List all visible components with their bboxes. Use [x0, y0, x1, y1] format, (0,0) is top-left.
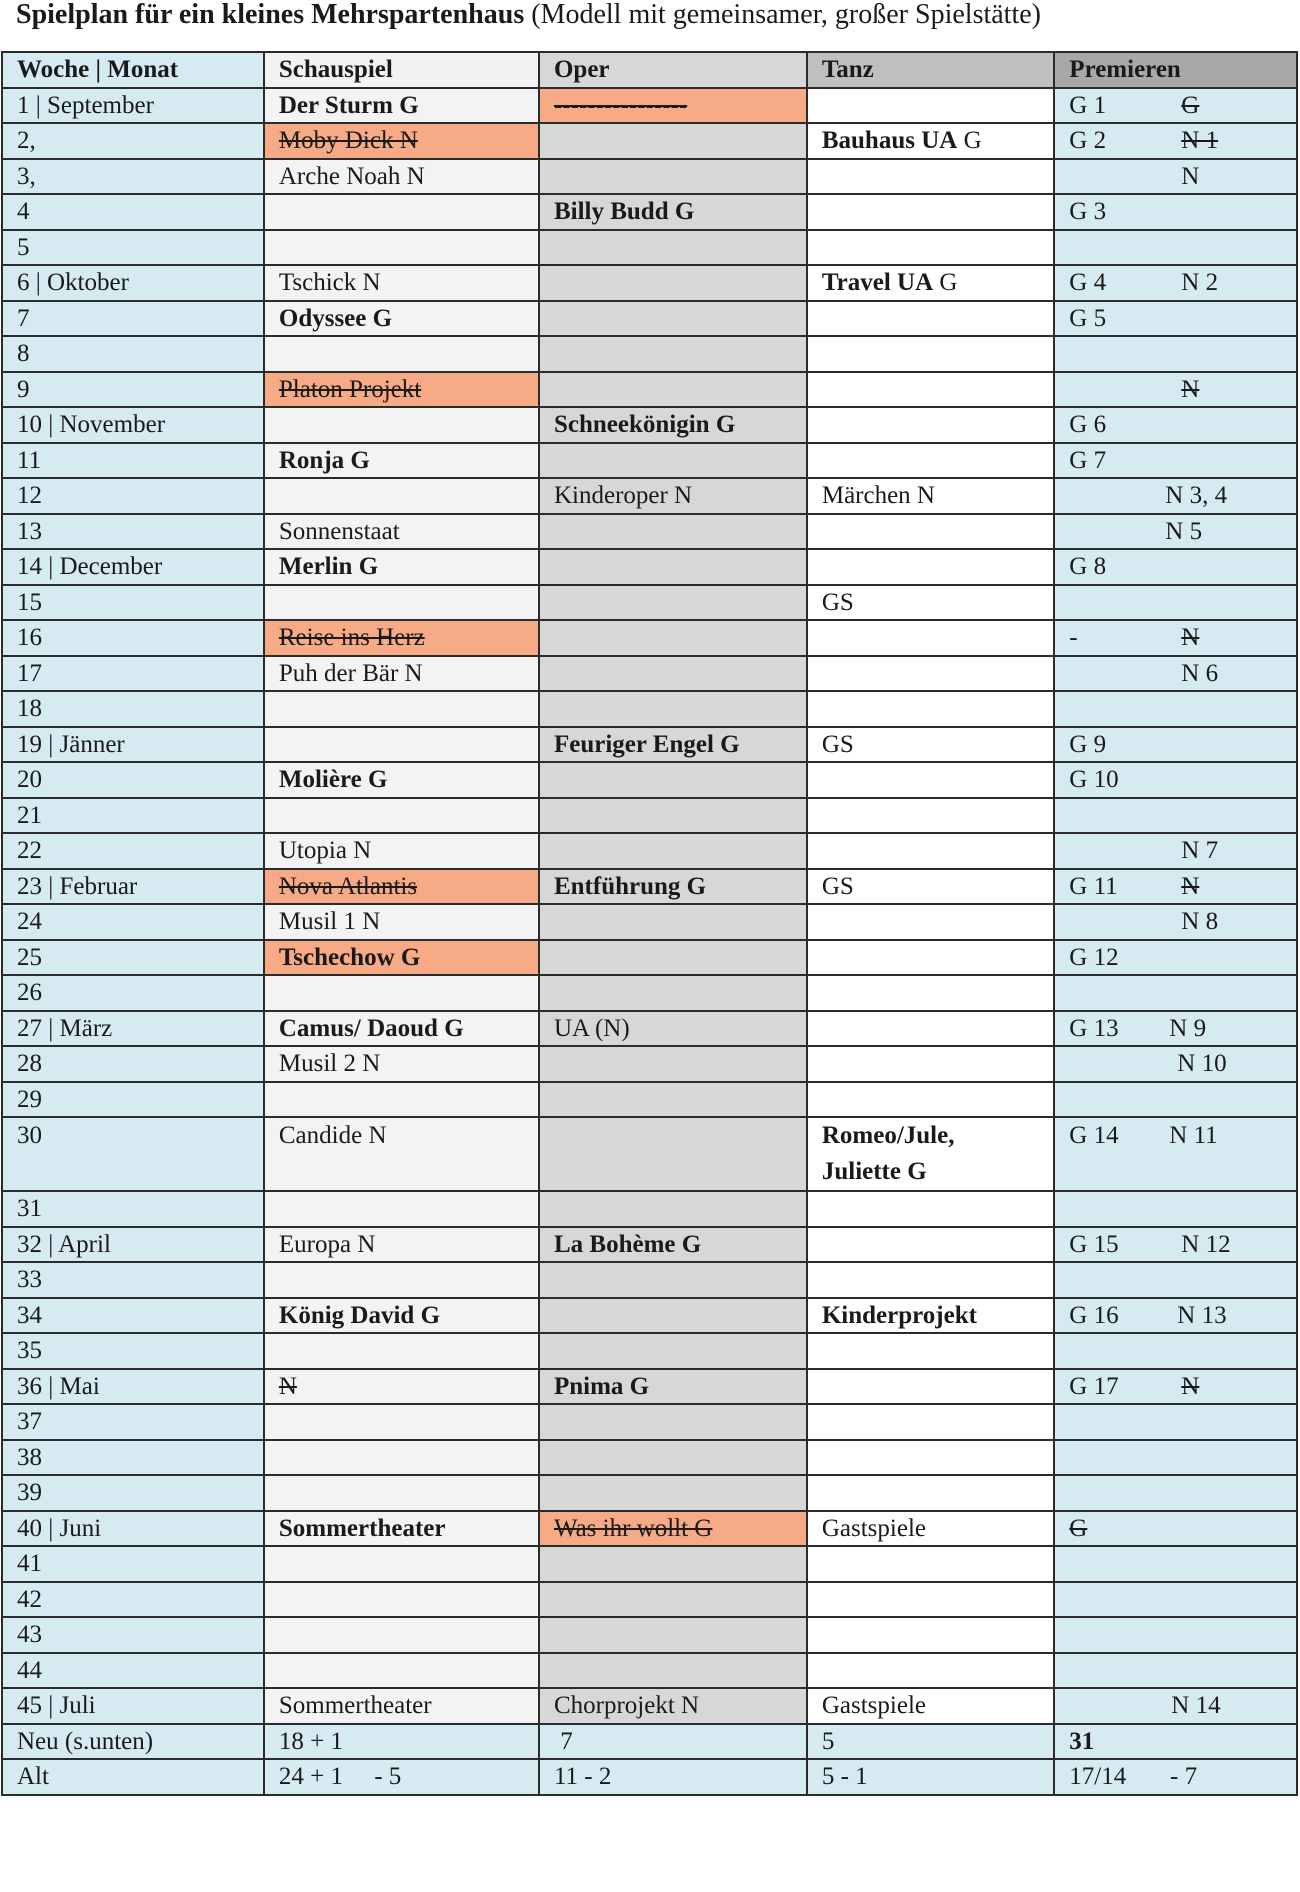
cell-premieren: G 6: [1054, 407, 1297, 443]
cell-tanz: GS: [807, 585, 1054, 621]
cell-schauspiel: Sonnenstaat: [264, 514, 539, 550]
table-row: [2, 88, 1297, 124]
header-premieren: Premieren: [1054, 52, 1297, 88]
table-row: [2, 1333, 1297, 1369]
cell-woche: 37: [2, 1404, 264, 1440]
table-row: [2, 301, 1297, 337]
cell-oper: [539, 1546, 807, 1582]
cell-woche: 17: [2, 656, 264, 692]
cell-premieren: N: [1054, 372, 1297, 408]
table-row: [2, 1227, 1297, 1263]
cell-woche: 39: [2, 1475, 264, 1511]
cell-tanz: [807, 656, 1054, 692]
cell-schauspiel: [264, 691, 539, 727]
cell-premieren: G 15 N 12: [1054, 1227, 1297, 1263]
cell-woche: 25: [2, 940, 264, 976]
cell-woche: 8: [2, 336, 264, 372]
cell-tanz: [807, 1369, 1054, 1405]
header-woche: Woche | Monat: [2, 52, 264, 88]
table-row: [2, 514, 1297, 550]
table-row: [2, 1298, 1297, 1334]
cell-oper: Billy Budd G: [539, 194, 807, 230]
cell-oper: [539, 1298, 807, 1334]
cell-schauspiel: Reise ins Herz: [264, 620, 539, 656]
cell-oper: Schneekönigin G: [539, 407, 807, 443]
cell-woche: 7: [2, 301, 264, 337]
cell-woche: 2,: [2, 123, 264, 159]
table-row: [2, 336, 1297, 372]
cell-oper: [539, 514, 807, 550]
summary-tanz: 5: [807, 1724, 1054, 1760]
table-row: [2, 727, 1297, 763]
cell-schauspiel: [264, 1082, 539, 1118]
cell-oper: [539, 1082, 807, 1118]
cell-tanz: [807, 301, 1054, 337]
cell-oper: [539, 1440, 807, 1476]
cell-premieren: [1054, 1546, 1297, 1582]
cell-schauspiel: Musil 1 N: [264, 904, 539, 940]
cell-tanz: [807, 407, 1054, 443]
cell-tanz: [807, 443, 1054, 479]
cell-oper: [539, 1262, 807, 1298]
cell-schauspiel: N: [264, 1369, 539, 1405]
cell-oper: UA (N): [539, 1011, 807, 1047]
cell-premieren: N 10: [1054, 1046, 1297, 1082]
cell-schauspiel: Nova Atlantis: [264, 869, 539, 905]
cell-premieren: [1054, 1582, 1297, 1618]
cell-woche: 10 | November: [2, 407, 264, 443]
cell-tanz: [807, 1440, 1054, 1476]
cell-tanz: [807, 975, 1054, 1011]
cell-woche: 33: [2, 1262, 264, 1298]
table-row: [2, 869, 1297, 905]
cell-oper: La Bohème G: [539, 1227, 807, 1263]
cell-premieren: [1054, 1082, 1297, 1118]
cell-premieren: G 8: [1054, 549, 1297, 585]
cell-schauspiel: Utopia N: [264, 833, 539, 869]
cell-premieren: N 5: [1054, 514, 1297, 550]
summary-label: Neu (s.unten): [2, 1724, 264, 1760]
summary-premieren: 17/14 - 7: [1054, 1759, 1297, 1795]
table-row: [2, 620, 1297, 656]
cell-oper: ----------------: [539, 88, 807, 124]
summary-tanz: 5 - 1: [807, 1759, 1054, 1795]
cell-schauspiel: [264, 336, 539, 372]
cell-oper: [539, 1191, 807, 1227]
cell-schauspiel: Tschechow G: [264, 940, 539, 976]
cell-schauspiel: [264, 1191, 539, 1227]
cell-schauspiel: Sommertheater: [264, 1511, 539, 1547]
cell-woche: 31: [2, 1191, 264, 1227]
cell-woche: 3,: [2, 159, 264, 195]
cell-premieren: [1054, 585, 1297, 621]
table-row: [2, 1617, 1297, 1653]
cell-tanz: [807, 833, 1054, 869]
summary-schauspiel: 24 + 1 - 5: [264, 1759, 539, 1795]
cell-premieren: N 3, 4: [1054, 478, 1297, 514]
table-row: [2, 443, 1297, 479]
cell-tanz: [807, 762, 1054, 798]
cell-woche: 30: [2, 1117, 264, 1191]
cell-schauspiel: Merlin G: [264, 549, 539, 585]
cell-tanz: [807, 336, 1054, 372]
cell-premieren: G 9: [1054, 727, 1297, 763]
cell-schauspiel: Arche Noah N: [264, 159, 539, 195]
cell-tanz: [807, 1191, 1054, 1227]
cell-woche: 1 | September: [2, 88, 264, 124]
cell-schauspiel: [264, 798, 539, 834]
cell-schauspiel: Europa N: [264, 1227, 539, 1263]
cell-schauspiel: König David G: [264, 1298, 539, 1334]
table-row: [2, 407, 1297, 443]
cell-schauspiel: [264, 407, 539, 443]
cell-premieren: [1054, 691, 1297, 727]
table-row: [2, 798, 1297, 834]
cell-oper: [539, 265, 807, 301]
cell-schauspiel: [264, 478, 539, 514]
table-row: [2, 1191, 1297, 1227]
header-schauspiel: Schauspiel: [264, 52, 539, 88]
cell-tanz: Romeo/Jule, Juliette G: [807, 1117, 1054, 1191]
cell-woche: 43: [2, 1617, 264, 1653]
cell-tanz: Gastspiele: [807, 1688, 1054, 1724]
cell-premieren: [1054, 1475, 1297, 1511]
cell-premieren: G 1 G: [1054, 88, 1297, 124]
header-oper: Oper: [539, 52, 807, 88]
cell-oper: [539, 1333, 807, 1369]
cell-oper: [539, 1117, 807, 1191]
cell-tanz: [807, 798, 1054, 834]
cell-premieren: N 6: [1054, 656, 1297, 692]
header-row: [2, 52, 1297, 88]
table-row: [2, 691, 1297, 727]
table-row: [2, 1475, 1297, 1511]
cell-oper: [539, 549, 807, 585]
cell-premieren: [1054, 798, 1297, 834]
cell-woche: 45 | Juli: [2, 1688, 264, 1724]
cell-schauspiel: Candide N: [264, 1117, 539, 1191]
cell-premieren: [1054, 1262, 1297, 1298]
title-main: Spielplan für ein kleines Mehrspartenhaus: [16, 0, 525, 30]
cell-woche: 38: [2, 1440, 264, 1476]
table-row: [2, 1546, 1297, 1582]
schedule-table: [1, 51, 1298, 1796]
cell-tanz: [807, 1333, 1054, 1369]
cell-schauspiel: Tschick N: [264, 265, 539, 301]
table-row: [2, 1011, 1297, 1047]
cell-premieren: G 11 N: [1054, 869, 1297, 905]
cell-tanz: [807, 1082, 1054, 1118]
cell-schauspiel: [264, 1262, 539, 1298]
table-row: [2, 1511, 1297, 1547]
cell-schauspiel: Ronja G: [264, 443, 539, 479]
cell-oper: [539, 1653, 807, 1689]
cell-oper: [539, 159, 807, 195]
cell-oper: [539, 1046, 807, 1082]
cell-tanz: [807, 904, 1054, 940]
cell-schauspiel: [264, 230, 539, 266]
cell-oper: [539, 1582, 807, 1618]
cell-tanz: [807, 88, 1054, 124]
cell-tanz: [807, 1046, 1054, 1082]
summary-oper: 11 - 2: [539, 1759, 807, 1795]
cell-woche: 21: [2, 798, 264, 834]
cell-oper: [539, 336, 807, 372]
cell-woche: 26: [2, 975, 264, 1011]
cell-premieren: [1054, 975, 1297, 1011]
cell-schauspiel: Molière G: [264, 762, 539, 798]
cell-oper: [539, 691, 807, 727]
cell-woche: 27 | März: [2, 1011, 264, 1047]
cell-woche: 32 | April: [2, 1227, 264, 1263]
cell-oper: [539, 833, 807, 869]
cell-schauspiel: Puh der Bär N: [264, 656, 539, 692]
cell-schauspiel: [264, 585, 539, 621]
cell-premieren: G 3: [1054, 194, 1297, 230]
cell-schauspiel: [264, 194, 539, 230]
table-row: [2, 1046, 1297, 1082]
cell-oper: [539, 372, 807, 408]
cell-premieren: [1054, 1440, 1297, 1476]
cell-premieren: [1054, 336, 1297, 372]
header-tanz: Tanz: [807, 52, 1054, 88]
cell-tanz: Gastspiele: [807, 1511, 1054, 1547]
summary-label: Alt: [2, 1759, 264, 1795]
cell-premieren: [1054, 1333, 1297, 1369]
cell-woche: 36 | Mai: [2, 1369, 264, 1405]
cell-tanz: GS: [807, 727, 1054, 763]
cell-schauspiel: [264, 1617, 539, 1653]
cell-woche: 42: [2, 1582, 264, 1618]
cell-premieren: G 5: [1054, 301, 1297, 337]
cell-woche: 11: [2, 443, 264, 479]
cell-tanz: [807, 230, 1054, 266]
cell-premieren: N 14: [1054, 1688, 1297, 1724]
cell-woche: 35: [2, 1333, 264, 1369]
cell-schauspiel: Odyssee G: [264, 301, 539, 337]
cell-woche: 44: [2, 1653, 264, 1689]
table-row: [2, 159, 1297, 195]
table-row: [2, 656, 1297, 692]
cell-woche: 28: [2, 1046, 264, 1082]
cell-premieren: G 7: [1054, 443, 1297, 479]
cell-tanz: Travel UA G: [807, 265, 1054, 301]
cell-premieren: G 10: [1054, 762, 1297, 798]
table-row: [2, 1688, 1297, 1724]
cell-tanz: [807, 372, 1054, 408]
cell-oper: [539, 123, 807, 159]
cell-schauspiel: Moby Dick N: [264, 123, 539, 159]
table-row: [2, 478, 1297, 514]
title-subtitle: (Modell mit gemeinsamer, großer Spielstätte): [531, 0, 1041, 30]
cell-woche: 24: [2, 904, 264, 940]
summary-premieren: 31: [1054, 1724, 1297, 1760]
cell-tanz: [807, 691, 1054, 727]
cell-woche: 23 | Februar: [2, 869, 264, 905]
cell-tanz: [807, 1404, 1054, 1440]
cell-premieren: N 7: [1054, 833, 1297, 869]
table-row: [2, 975, 1297, 1011]
table-row: [2, 762, 1297, 798]
cell-tanz: [807, 549, 1054, 585]
cell-premieren: G 14 N 11: [1054, 1117, 1297, 1191]
cell-tanz: [807, 514, 1054, 550]
cell-schauspiel: [264, 727, 539, 763]
table-row: [2, 833, 1297, 869]
cell-premieren: N 8: [1054, 904, 1297, 940]
cell-schauspiel: Platon Projekt: [264, 372, 539, 408]
cell-tanz: [807, 1582, 1054, 1618]
table-row: [2, 1582, 1297, 1618]
cell-woche: 14 | December: [2, 549, 264, 585]
table-row: [2, 1369, 1297, 1405]
cell-oper: [539, 904, 807, 940]
table-row: [2, 1653, 1297, 1689]
cell-oper: [539, 656, 807, 692]
cell-oper: Was ihr wollt G: [539, 1511, 807, 1547]
table-row: [2, 1440, 1297, 1476]
cell-tanz: [807, 1262, 1054, 1298]
cell-oper: [539, 1617, 807, 1653]
cell-tanz: Bauhaus UA G: [807, 123, 1054, 159]
cell-tanz: [807, 1475, 1054, 1511]
summary-row-alt: [2, 1759, 1297, 1795]
cell-premieren: G: [1054, 1511, 1297, 1547]
table-row: [2, 1117, 1297, 1191]
cell-oper: [539, 975, 807, 1011]
cell-woche: 16: [2, 620, 264, 656]
cell-oper: Chorprojekt N: [539, 1688, 807, 1724]
cell-woche: 6 | Oktober: [2, 265, 264, 301]
cell-schauspiel: [264, 1653, 539, 1689]
cell-tanz: [807, 159, 1054, 195]
cell-oper: [539, 585, 807, 621]
table-row: [2, 265, 1297, 301]
cell-woche: 34: [2, 1298, 264, 1334]
cell-schauspiel: [264, 1546, 539, 1582]
table-row: [2, 904, 1297, 940]
cell-schauspiel: [264, 1582, 539, 1618]
cell-tanz: Märchen N: [807, 478, 1054, 514]
cell-schauspiel: [264, 1475, 539, 1511]
cell-oper: Entführung G: [539, 869, 807, 905]
cell-premieren: G 17 N: [1054, 1369, 1297, 1405]
table-row: [2, 1262, 1297, 1298]
cell-oper: Kinderoper N: [539, 478, 807, 514]
cell-premieren: G 13 N 9: [1054, 1011, 1297, 1047]
cell-woche: 5: [2, 230, 264, 266]
cell-woche: 29: [2, 1082, 264, 1118]
cell-woche: 41: [2, 1546, 264, 1582]
table-row: [2, 940, 1297, 976]
table-row: [2, 230, 1297, 266]
cell-tanz: [807, 620, 1054, 656]
page-title: [16, 0, 1041, 50]
summary-row-neu: [2, 1724, 1297, 1760]
table-row: [2, 194, 1297, 230]
cell-woche: 18: [2, 691, 264, 727]
cell-schauspiel: [264, 1440, 539, 1476]
cell-tanz: [807, 1546, 1054, 1582]
cell-woche: 13: [2, 514, 264, 550]
cell-oper: [539, 798, 807, 834]
cell-premieren: [1054, 1617, 1297, 1653]
cell-tanz: [807, 1653, 1054, 1689]
cell-oper: [539, 1475, 807, 1511]
cell-tanz: [807, 1617, 1054, 1653]
cell-woche: 9: [2, 372, 264, 408]
cell-schauspiel: Musil 2 N: [264, 1046, 539, 1082]
cell-tanz: [807, 1227, 1054, 1263]
cell-oper: Feuriger Engel G: [539, 727, 807, 763]
cell-woche: 22: [2, 833, 264, 869]
cell-woche: 20: [2, 762, 264, 798]
cell-premieren: - N: [1054, 620, 1297, 656]
cell-oper: [539, 1404, 807, 1440]
cell-woche: 15: [2, 585, 264, 621]
cell-schauspiel: [264, 1404, 539, 1440]
cell-tanz: [807, 194, 1054, 230]
table-row: [2, 1404, 1297, 1440]
table-row: [2, 549, 1297, 585]
cell-oper: Pnima G: [539, 1369, 807, 1405]
cell-oper: [539, 762, 807, 798]
cell-premieren: [1054, 1191, 1297, 1227]
cell-schauspiel: [264, 1333, 539, 1369]
cell-premieren: G 16 N 13: [1054, 1298, 1297, 1334]
cell-premieren: G 2 N 1: [1054, 123, 1297, 159]
cell-oper: [539, 230, 807, 266]
cell-schauspiel: Sommertheater: [264, 1688, 539, 1724]
table-row: [2, 1082, 1297, 1118]
cell-woche: 40 | Juni: [2, 1511, 264, 1547]
cell-tanz: [807, 1011, 1054, 1047]
cell-tanz: Kinderprojekt: [807, 1298, 1054, 1334]
cell-woche: 19 | Jänner: [2, 727, 264, 763]
cell-tanz: GS: [807, 869, 1054, 905]
cell-premieren: [1054, 230, 1297, 266]
cell-premieren: [1054, 1653, 1297, 1689]
cell-schauspiel: Der Sturm G: [264, 88, 539, 124]
summary-schauspiel: 18 + 1: [264, 1724, 539, 1760]
cell-schauspiel: [264, 975, 539, 1011]
table-row: [2, 585, 1297, 621]
cell-woche: 12: [2, 478, 264, 514]
cell-premieren: N: [1054, 159, 1297, 195]
cell-schauspiel: Camus/ Daoud G: [264, 1011, 539, 1047]
cell-premieren: [1054, 1404, 1297, 1440]
table-row: [2, 123, 1297, 159]
cell-tanz: [807, 940, 1054, 976]
cell-oper: [539, 301, 807, 337]
table-row: [2, 372, 1297, 408]
cell-premieren: G 4 N 2: [1054, 265, 1297, 301]
cell-oper: [539, 620, 807, 656]
cell-woche: 4: [2, 194, 264, 230]
cell-oper: [539, 443, 807, 479]
cell-premieren: G 12: [1054, 940, 1297, 976]
cell-oper: [539, 940, 807, 976]
summary-oper: 7: [539, 1724, 807, 1760]
